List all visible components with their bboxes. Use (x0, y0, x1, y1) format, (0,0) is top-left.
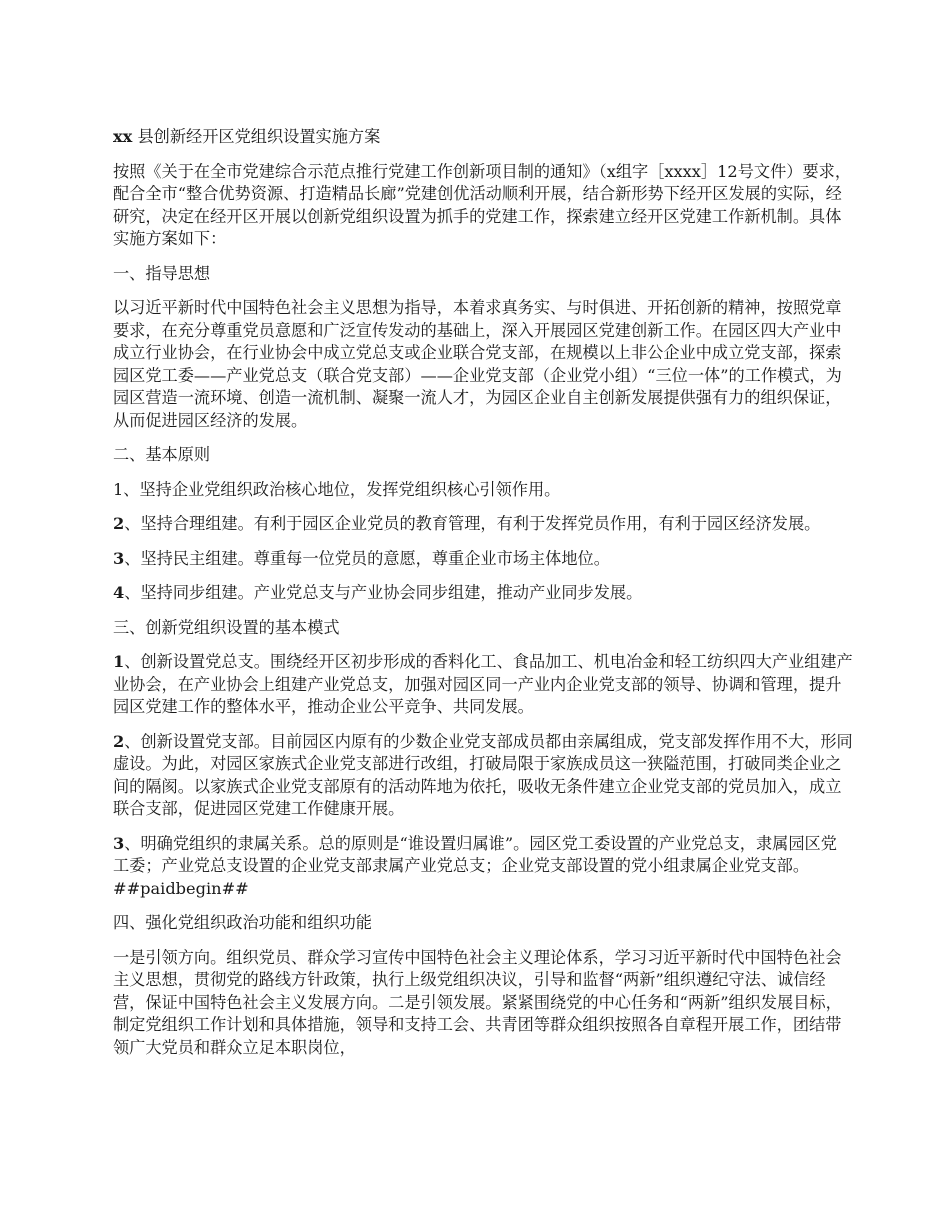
mode-1-text: 、创新设置党总支。围绕经开区初步形成的香料化工、食品加工、机电冶金和轻工纺织四大产业组建产业协会，在产业协会上组建产业党总支，加强对园区同一产业内企业党支部的领导、协调和管理，提升园区党建工作的整体水平，推动企业公平竞争、共同发展。 (113, 652, 853, 716)
principle-3-number: 3 (113, 548, 125, 568)
principle-2 (113, 513, 853, 536)
section-heading-strengthen-functions: 四、强化党组织政治功能和组织功能 (113, 913, 372, 932)
mode-1-number: 1 (113, 652, 125, 671)
principle-1: 1、坚持企业党组织政治核心地位，发挥党组织核心引领作用。 (113, 479, 561, 499)
mode-2-text: 、创新设置党支部。目前园区内原有的少数企业党支部成员都由亲属组成，党支部发挥作用不大，形同虚设。为此，对园区家族式企业党支部进行改组，打破局限于家族成员这一狭隘范围，打破同类企业之间的隔阂。以家族式企业党支部原有的活动阵地为依托，吸收无条件建立企业党支部的党员加入，成立联合支部，促进园区党建工作健康开展。 (113, 731, 853, 818)
mode-2-number: 2 (113, 731, 125, 751)
mode-2 (113, 731, 853, 821)
principle-2-text: 、坚持合理组建。有利于园区企业党员的教育管理，有利于发挥党员作用，有利于园区经济发展。 (124, 514, 821, 533)
section-heading-basic-principles: 二、基本原则 (113, 445, 211, 464)
mode-3-text: 、明确党组织的隶属关系。总的原则是“谁设置归属谁”。园区党工委设置的产业党总支，隶属园区党工委；产业党总支设置的企业党支部隶属产业党总支；企业党支部设置的党小组隶属企业党支部。##paidbegin## (113, 833, 837, 898)
principle-4 (113, 582, 853, 605)
principle-4-number: 4 (113, 583, 125, 602)
title-text: 县创新经开区党组织设置实施方案 (132, 127, 381, 146)
section-heading-guiding-ideology: 一、指导思想 (113, 263, 211, 283)
principle-3 (113, 548, 853, 571)
intro-paragraph: 按照《关于在全市党建综合示范点推行党建工作创新项目制的通知》（x组字［xxxx］12号文件）要求，配合全市“整合优势资源、打造精品长廊”党建创优活动顺利开展，结合新形势下经开区发展的实际，经研究，决定在经开区开展以创新党组织设置为抓手的党建工作，探索建立经开区党建工作新机制。具体实施方案如下： (113, 161, 852, 248)
principle-4-text: 、坚持同步组建。产业党总支与产业协会同步组建，推动产业同步发展。 (124, 583, 643, 602)
strengthen-functions-paragraph: 一是引领方向。组织党员、群众学习宣传中国特色社会主义理论体系，学习习近平新时代中国特色社会主义思想，贯彻党的路线方针政策，执行上级党组织决议，引导和监督“两新”组织遵纪守法、诚信经营，保证中国特色社会主义发展方向。二是引领发展。紧紧围绕党的中心任务和“两新”组织发展目标，制定党组织工作计划和具体措施，领导和支持工会、共青团等群众组织按照各自章程开展工作，团结带领广大党员和群众立足本职岗位， (113, 947, 842, 1057)
mode-3 (113, 833, 853, 901)
title-prefix: xx (113, 127, 133, 146)
principle-3-text: 、坚持民主组建。尊重每一位党员的意愿，尊重企业市场主体地位。 (124, 548, 610, 568)
mode-3-number: 3 (113, 833, 125, 853)
section-heading-basic-modes: 三、创新党组织设置的基本模式 (113, 617, 340, 637)
guiding-ideology-paragraph: 以习近平新时代中国特色社会主义思想为指导，本着求真务实、与时俱进、开拓创新的精神，按照党章要求，在充分尊重党员意愿和广泛宣传发动的基础上，深入开展园区党建创新工作。在园区四大产业中成立行业协会，在行业协会中成立党总支或企业联合党支部，在规模以上非公企业中成立党支部，探索园区党工委——产业党总支（联合党支部）——企业党支部（企业党小组）“三位一体”的工作模式，为园区营造一流环境、创造一流机制、凝聚一流人才，为园区企业自主创新发展提供强有力的组织保证，从而促进园区经济的发展。 (113, 298, 842, 430)
document-title (113, 126, 853, 149)
mode-1 (113, 651, 853, 719)
document-page (113, 126, 853, 1071)
principle-2-number: 2 (113, 514, 125, 533)
